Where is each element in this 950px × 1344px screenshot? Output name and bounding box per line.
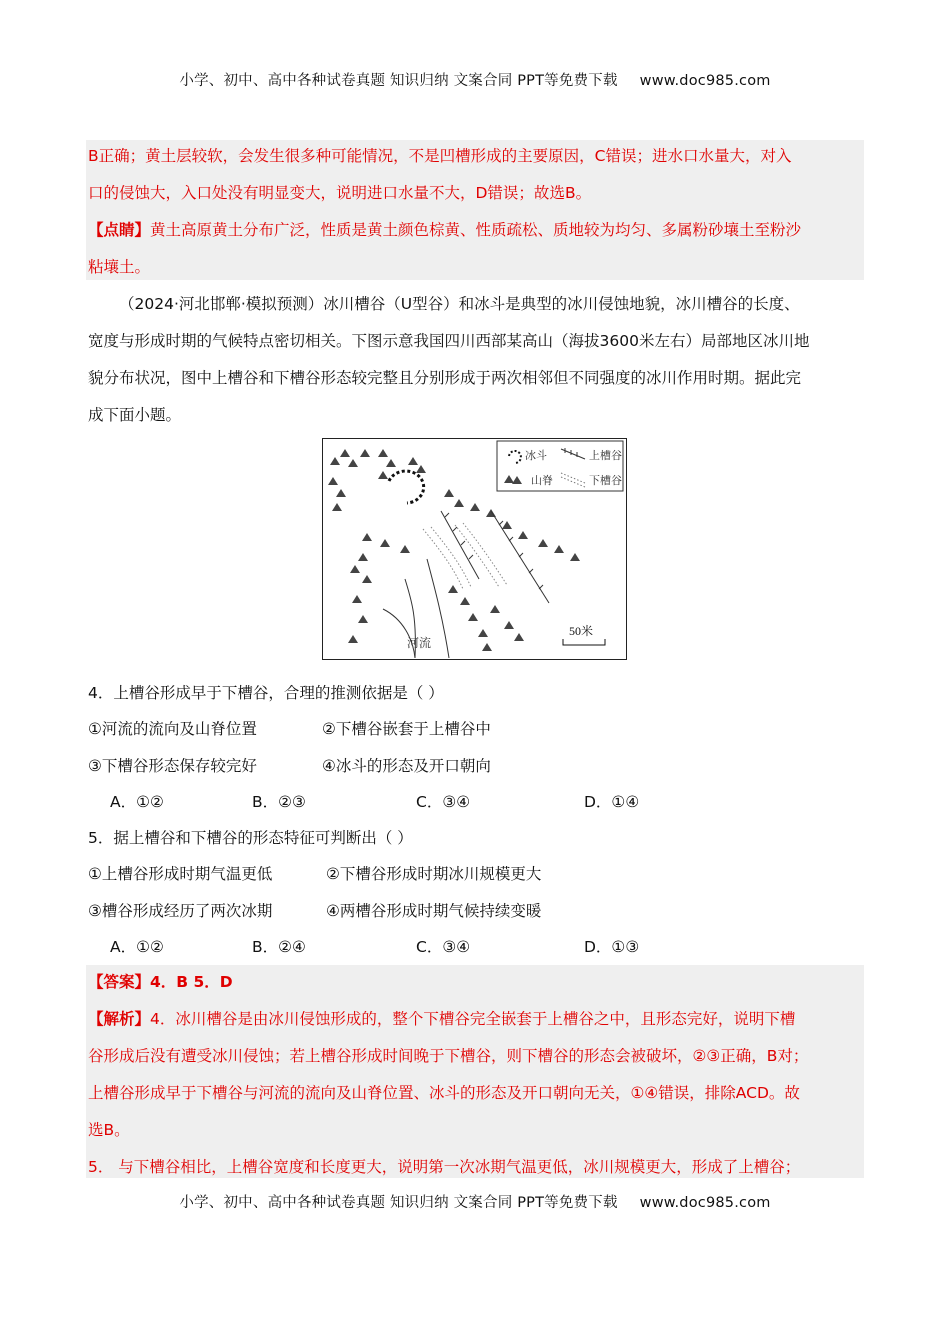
- answer-values: 4．B 5．D: [150, 973, 233, 991]
- answer-tag: 【答案】: [88, 973, 151, 991]
- q4-statement-3: ③下槽谷形态保存较完好: [88, 757, 257, 775]
- q5-statement-4: ④两槽谷形成时期气候持续变暖: [326, 902, 542, 920]
- lower-valley: [423, 523, 507, 589]
- header-url[interactable]: www.doc985.com: [639, 73, 771, 89]
- tip-tag: 【点睛】: [88, 221, 151, 239]
- q4-stem: 4．上槽谷形成早于下槽谷，合理的推测依据是（ ）: [88, 684, 444, 702]
- upper-valley: [441, 511, 549, 603]
- q5-stem: 5．据上槽谷和下槽谷的形态特征可判断出（ ）: [88, 829, 413, 847]
- header-text: 小学、初中、高中各种试卷真题 知识归纳 文案合同 PPT等免费下载: [179, 73, 618, 89]
- q5-statement-2: ②下槽谷形成时期冰川规模更大: [326, 865, 542, 883]
- page-header: [0, 69, 950, 90]
- prev-answer-text: B正确；黄土层较软，会发生很多种可能情况，不是凹槽形成的主要原因，C错误；进水口水量大，对入 口的侵蚀大，入口处没有明显变大，说明进口水量不大，D错误；故选B。 【点睛】黄土高原黄土分布广泛，性质是黄土颜色棕黄、性质疏松、质地较为均匀、多属粉砂壤土至粉沙 粘壤土。: [88, 147, 802, 276]
- analysis-tag: 【解析】: [88, 1010, 151, 1028]
- q5-option-b[interactable]: B．②④: [252, 938, 306, 956]
- legend-cirque-label: 冰斗: [525, 450, 547, 462]
- page-footer: [0, 1191, 950, 1212]
- glacier-map-svg: [323, 439, 625, 658]
- glacier-map-figure: [322, 438, 627, 660]
- q4-statement-2: ②下槽谷嵌套于上槽谷中: [322, 720, 491, 738]
- q5-option-a[interactable]: A．①②: [110, 938, 164, 956]
- q4-option-c[interactable]: C．③④: [416, 793, 471, 811]
- q5-option-d[interactable]: D．①③: [584, 938, 640, 956]
- scale-bar: [563, 639, 605, 645]
- legend-lower-label: 下槽谷: [589, 475, 622, 487]
- q5-statement-3: ③槽谷形成经历了两次冰期: [88, 902, 273, 920]
- river-label: 河流: [407, 636, 432, 650]
- legend-upper-label: 上槽谷: [589, 450, 622, 462]
- legend-ridge-label: 山脊: [531, 475, 553, 487]
- q4-option-b[interactable]: B．②③: [252, 793, 306, 811]
- q4-statement-4: ④冰斗的形态及开口朝向: [322, 757, 491, 775]
- cirque-symbol: [389, 471, 424, 503]
- q4-option-a[interactable]: A．①②: [110, 793, 164, 811]
- q4-option-d[interactable]: D．①④: [584, 793, 640, 811]
- q5-option-c[interactable]: C．③④: [416, 938, 471, 956]
- answer-text: 【答案】4．B 5．D 【解析】4．冰川槽谷是由冰川侵蚀形成的，整个下槽谷完全嵌套于上槽谷之中，且形态完好，说明下槽 谷形成后没有遭受冰川侵蚀；若上槽谷形成时间晚于下槽谷，则下槽谷的形态会被破坏，②③正确，B对； 上槽谷形成早于下槽谷与河流的流向及山脊位置、冰斗的形态及开口朝向无关，①④错误，排除ACD。故 选B。 5． 与下槽谷相比，上槽谷宽度和长度更大，说明第一次冰期气温更低，冰川规模更大，形成了上槽谷；: [88, 973, 809, 1176]
- question-intro: （2024·河北邯郸·模拟预测）冰川槽谷（U型谷）和冰斗是典型的冰川侵蚀地貌，冰川槽谷的长度、 宽度与形成时期的气候特点密切相关。下图示意我国四川西部某高山（海拔3600米左右）局部地区冰川地 貌分布状况，图中上槽谷和下槽谷形态较完整且分别形成于两次相邻但不同强度的冰川作用时期。据此完 成下面小题。: [88, 295, 810, 424]
- footer-url[interactable]: www.doc985.com: [639, 1195, 771, 1211]
- scale-label: 50米: [569, 624, 594, 638]
- q5-statement-1: ①上槽谷形成时期气温更低: [88, 865, 273, 883]
- footer-text: 小学、初中、高中各种试卷真题 知识归纳 文案合同 PPT等免费下载: [179, 1195, 618, 1211]
- q4-statement-1: ①河流的流向及山脊位置: [88, 720, 257, 738]
